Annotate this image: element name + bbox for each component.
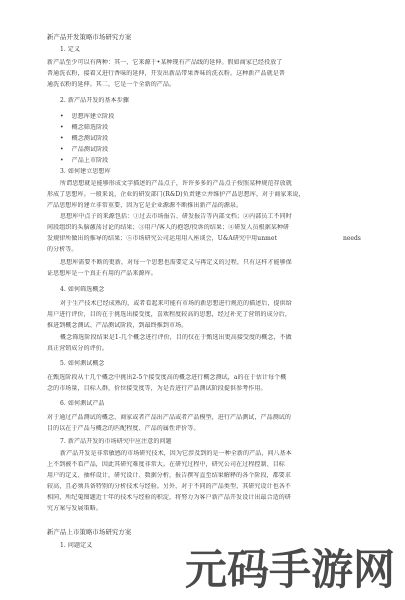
paragraph-line: 究方案与发展策略。 — [47, 505, 102, 512]
paragraph-line: 念的市场量，目标人群，价位接受度等，为是否进行产品测试阶段提供参考作用。 — [47, 385, 267, 392]
bullet-text: 产品上市阶段 — [71, 157, 109, 164]
section-heading: 5. 如何测试概念 — [60, 360, 105, 367]
margin-note: needs — [343, 235, 361, 242]
bullet-item: • 产品测试阶段 — [60, 146, 109, 153]
paragraph-line: 所谓思想就是能够形成文字描述的产品点子，许许多多的产品点子按照某种规范存放就 — [60, 180, 292, 187]
section-heading: 6. 如何测试产品 — [60, 400, 105, 407]
paragraph-line: 间段组织的头脑激荡讨论的结果；③用户/客人的抱怨/投诉的结果；④研发人员根据某种研 — [47, 224, 290, 231]
paragraph-line: 用户进行评价，目的在于挑选出接受度，喜欢程度较高的思想，经过补充了营销的成分后， — [47, 311, 292, 318]
paragraph-line: 概念筛选阶段结果是1-几个概念进行评价，目的仅在于甄选出更高接受度的概念，不做 — [60, 334, 292, 341]
paragraph-line: 产品思想库的建立非常重要，因为它是企业源源不断推出新产品的源泉。 — [47, 202, 243, 209]
paragraph-line: 目的以在于产品与概念的匹配程度、产品的属性评价等。 — [47, 425, 200, 432]
section-heading: 4. 如何筛选概念 — [60, 286, 105, 293]
paragraph-line: 思想库需要不断的更新，对每一个思想也需要定义与再定义的过程，只有这样才能够保 — [60, 259, 292, 266]
paragraph-line: 对于生产技术已经成熟的，或者看起来可能有市场的新思想进行规范的描述后，提供给 — [60, 300, 292, 307]
bullet-text: 概念测试阶段 — [71, 135, 109, 142]
paragraph-line: 新产品开发是非常敏感的市场研究技术，因为它涉及到的是一种全新的产品，问八基本 — [60, 450, 292, 457]
site-watermark: 元码手游网 — [184, 545, 395, 594]
paragraph-line: 上不到被不看产品，因此其研究难度非常大。在研究过程中，研究公司在过程控制、目标 — [47, 461, 285, 468]
section-heading: 1. 问题定义 — [60, 542, 93, 549]
paragraph-line: 用户的定义、抽样设计，研究设计、数据分析，报告撰写直至结果解释的各个阶段，都要求 — [47, 472, 292, 479]
bullet-item: • 概念测试阶段 — [60, 135, 109, 142]
paragraph-line: 真正营销成分的评价。 — [47, 345, 109, 352]
bullet-item: • 产品上市阶段 — [60, 157, 109, 164]
section-heading: 7. 新产品开发的市场研究中应注意的问题 — [60, 438, 172, 445]
paragraph-line: 思想库中点子的来源包括：①过去市场报告、研发报告等内部文档；②内部员工不同时 — [60, 213, 292, 220]
bullet-item: • 概念筛选阶段 — [60, 124, 109, 131]
doc-title: 新产品开发策略市场研究方案 — [47, 33, 132, 41]
paragraph-line: 相同，所纪蒐图题近十年的技术与经验的积淀，将努力为客户新产品开发设计出最合适的研 — [47, 494, 292, 501]
paragraph-line: 较高，且必须具备特别的分析技术与经验。另外，对于不同的产品类型，其研究设计也各不 — [47, 483, 292, 490]
section-heading: 2. 新产品开发的基本步骤 — [60, 97, 129, 104]
bullet-text: 产品测试阶段 — [71, 146, 109, 153]
bullet-text: 概念筛选阶段 — [71, 124, 109, 131]
bullet-item: • 思想库建立阶段 — [60, 113, 115, 120]
paragraph-line: 通洗衣粉的延伸。其二，它是一个全新的产品。 — [47, 81, 176, 88]
paragraph-line: 证思想库是一个真正有用的产品来源库。 — [47, 270, 157, 277]
paragraph-line: 普通洗衣粉，接着又进行香味的延伸，开发出新品带果香味的洗衣粉。这种新产品就是普 — [47, 70, 285, 77]
paragraph-line: 在甄选阶段从十几个概念中挑出2-5个接受度高的概念进行概念测试，a的在于估计每个概 — [47, 374, 287, 381]
paragraph-line: 发规律所做出的推导的结果；⑤市场研究公司运用用入座谈会，U&A研究中用unmet — [47, 235, 278, 242]
paragraph-line: 推进到概念测试、产品测试阶段，到最终推到市场。 — [47, 322, 188, 329]
paragraph-line: 的分析等。 — [47, 246, 78, 253]
section-heading: 3. 如何建立思想库 — [60, 168, 111, 175]
doc-subtitle: 新产品上市策略市场研究方案 — [47, 528, 132, 536]
paragraph-line: 新产品至少可以有两种：其一，它来源于•某种现有产品线的延伸。假如商家已经投放了 — [47, 59, 283, 66]
paragraph-line: 形成了思想库。一般来说，企业的研发部门(R&D)负责建立并维护产品思想库，对于商家来说， — [47, 191, 305, 198]
paragraph-line: 对于通过产品测试的概念，商家或者产品出产品或者产品模型，进行产品测试，产品测试的 — [47, 414, 292, 421]
section-heading: 1. 定义 — [60, 46, 81, 53]
bullet-text: 思想库建立阶段 — [71, 113, 115, 120]
